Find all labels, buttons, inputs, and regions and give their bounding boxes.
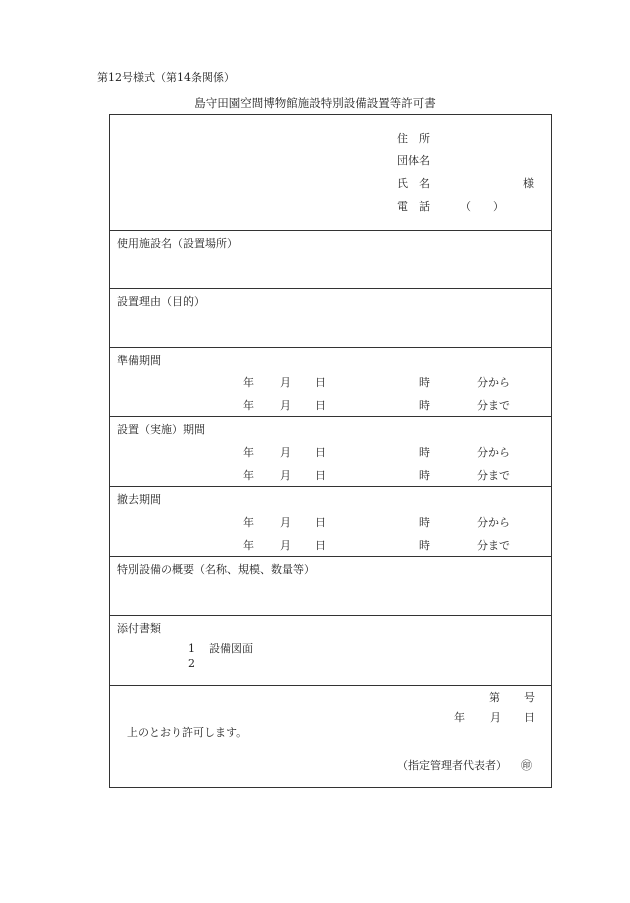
hour-unit: 時 (419, 376, 430, 389)
divider (110, 347, 551, 348)
divider (110, 486, 551, 487)
year-unit: 年 (243, 516, 254, 529)
hour-unit: 時 (419, 399, 430, 412)
year-unit: 年 (243, 539, 254, 552)
year-unit: 年 (243, 376, 254, 389)
attachment-text: 設備図面 (209, 642, 253, 655)
divider (110, 685, 551, 686)
phone-parentheses: （ ） (460, 200, 504, 213)
day-unit: 日 (315, 446, 326, 459)
month-unit: 月 (280, 469, 291, 482)
permit-form-table (109, 114, 552, 788)
hour-unit: 時 (419, 539, 430, 552)
signer-label: （指定管理者代表者） (397, 759, 507, 772)
day-unit: 日 (315, 376, 326, 389)
month-unit: 月 (280, 399, 291, 412)
honorific: 様 (523, 177, 534, 190)
month-unit: 月 (280, 539, 291, 552)
hour-unit: 時 (419, 469, 430, 482)
month-unit: 月 (280, 376, 291, 389)
day-unit: 日 (315, 539, 326, 552)
to-suffix: 分まで (477, 399, 510, 412)
to-suffix: 分まで (477, 539, 510, 552)
to-suffix: 分まで (477, 469, 510, 482)
divider (110, 230, 551, 231)
divider (110, 615, 551, 616)
name-label: 氏 名 (397, 177, 430, 190)
number-suffix: 号 (524, 691, 535, 704)
hour-unit: 時 (419, 446, 430, 459)
address-label: 住 所 (397, 132, 430, 145)
removal-period-label: 撤去期間 (117, 493, 161, 506)
phone-label: 電 話 (397, 200, 430, 213)
approval-month-unit: 月 (490, 711, 501, 724)
organization-label: 団体名 (397, 154, 430, 167)
divider (110, 288, 551, 289)
overview-label: 特別設備の概要（名称、規模、数量等） (117, 563, 315, 576)
divider (110, 556, 551, 557)
number-prefix: 第 (489, 691, 500, 704)
from-suffix: 分から (477, 446, 510, 459)
hour-unit: 時 (419, 516, 430, 529)
divider (110, 416, 551, 417)
year-unit: 年 (243, 469, 254, 482)
installation-period-label: 設置（実施）期間 (117, 423, 205, 436)
preparation-period-label: 準備期間 (117, 354, 161, 367)
year-unit: 年 (243, 399, 254, 412)
approval-statement: 上のとおり許可します。 (127, 726, 248, 739)
from-suffix: 分から (477, 376, 510, 389)
year-unit: 年 (243, 446, 254, 459)
document-title: 島守田園空間博物館施設特別設備設置等許可書 (194, 96, 436, 110)
seal-mark: ㊞ (521, 759, 532, 772)
day-unit: 日 (315, 469, 326, 482)
reason-label: 設置理由（目的） (117, 295, 205, 308)
form-number: 第12号様式（第14条関係） (97, 71, 235, 84)
approval-day-unit: 日 (524, 711, 535, 724)
from-suffix: 分から (477, 516, 510, 529)
day-unit: 日 (315, 399, 326, 412)
approval-year-unit: 年 (454, 711, 465, 724)
facility-name-label: 使用施設名（設置場所） (117, 237, 238, 250)
day-unit: 日 (315, 516, 326, 529)
attachment-number: 1 (188, 642, 195, 655)
month-unit: 月 (280, 516, 291, 529)
attachments-label: 添付書類 (117, 622, 161, 635)
month-unit: 月 (280, 446, 291, 459)
attachment-number: 2 (188, 657, 195, 670)
